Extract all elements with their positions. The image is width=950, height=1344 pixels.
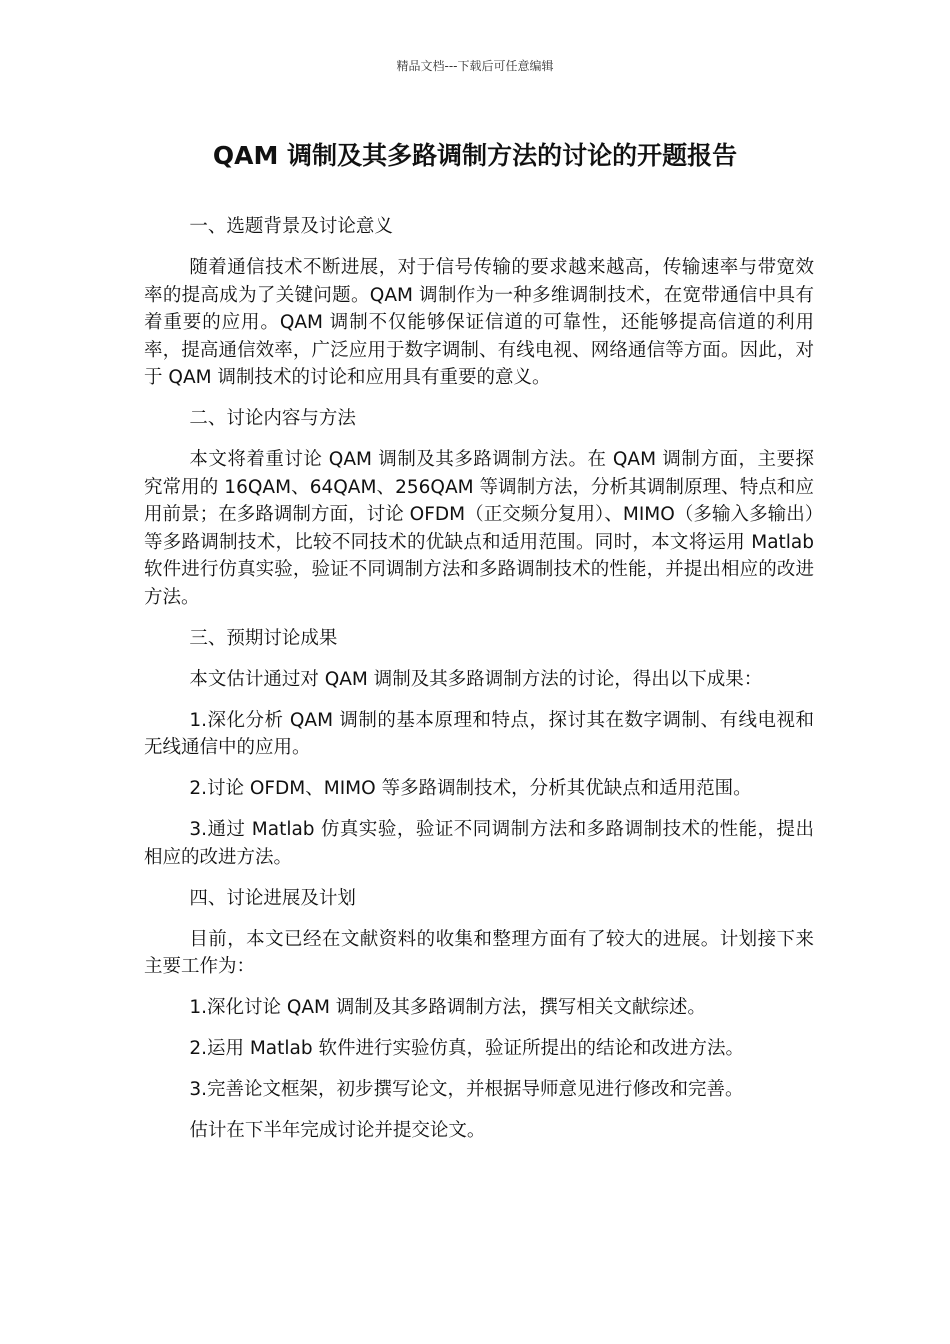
section-heading-content-method: 二、讨论内容与方法 [189,408,356,429]
section-heading-background: 一、选题背景及讨论意义 [189,216,393,237]
paragraph-expected-intro: 本文估计通过对 QAM 调制及其多路调制方法的讨论，得出以下成果： [189,668,763,690]
document-body [144,213,814,1158]
list-item-plan-1: 1.深化讨论 QAM 调制及其多路调制方法，撰写相关文献综述。 [189,997,706,1018]
section-heading-expected-results: 三、预期讨论成果 [189,627,338,649]
paragraph-content-method: 本文将着重讨论 QAM 调制及其多路调制方法。在 QAM 调制方面，主要探究常用的 16QAM、64QAM、256QAM 等调制方法，分析其调制原理、特点和应用前景；在多路调制方面，讨论 OFDM（正交频分复用）、MIMO（多输入多输出）等多路调制技术，比较不同技术的优缺点和适用范围。同时，本文将运用 Matlab 软件进行仿真实验，验证不同调制方法和多路调制技术的性能，并提出相应的改进方法。 [144,449,814,608]
list-item-plan-2: 2.运用 Matlab 软件进行实验仿真，验证所提出的结论和改进方法。 [189,1038,744,1059]
list-item-expected-1: 1.深化分析 QAM 调制的基本原理和特点，探讨其在数字调制、有线电视和无线通信中的应用。 [144,709,814,758]
list-item-expected-2: 2.讨论 OFDM、MIMO 等多路调制技术，分析其优缺点和适用范围。 [189,778,752,799]
paragraph-progress: 目前，本文已经在文献资料的收集和整理方面有了较大的进展。计划接下来主要工作为： [144,928,814,977]
paragraph-background: 随着通信技术不断进展，对于信号传输的要求越来越高，传输速率与带宽效率的提高成为了关键问题。QAM 调制作为一种多维调制技术，在宽带通信中具有着重要的应用。QAM 调制不仅能够保证信道的可靠性，还能够提高信道的利用率，提高通信效率，广泛应用于数字调制、有线电视、网络通信等方面。因此，对于 QAM 调制技术的讨论和应用具有重要的意义。 [144,257,814,388]
list-item-plan-3: 3.完善论文框架，初步撰写论文，并根据导师意见进行修改和完善。 [189,1079,744,1100]
document-title: QAM 调制及其多路调制方法的讨论的开题报告 [212,141,738,170]
section-heading-progress-plan: 四、讨论进展及计划 [189,887,356,909]
list-item-expected-3: 3.通过 Matlab 仿真实验，验证不同调制方法和多路调制技术的性能，提出相应的改进方法。 [144,819,814,868]
page-header: 精品文档---下载后可任意编辑 [396,59,554,73]
paragraph-closing: 估计在下半年完成讨论并提交论文。 [189,1120,486,1141]
